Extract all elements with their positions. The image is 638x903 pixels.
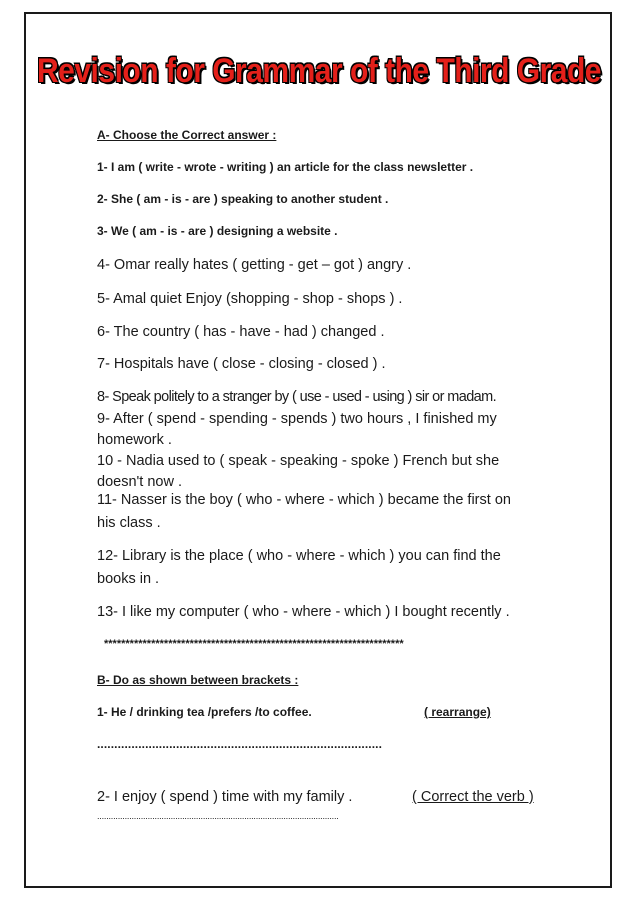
section-b-question-2-instruction: ( Correct the verb ) — [412, 789, 534, 805]
question-2: 2- She ( am - is - are ) speaking to another student . — [97, 192, 389, 206]
question-6: 6- The country ( has - have - had ) changed . — [97, 324, 385, 340]
question-9-line-2: homework . — [97, 432, 172, 448]
question-9-line-1: 9- After ( spend - spending - spends ) two hours , I finished my — [97, 411, 497, 427]
question-8: 8- Speak politely to a stranger by ( use - used - using ) sir or madam. — [97, 389, 497, 405]
question-4: 4- Omar really hates ( getting - get – got ) angry . — [97, 257, 412, 273]
section-b-question-1: 1- He / drinking tea /prefers /to coffee. — [97, 705, 312, 719]
section-a-heading: A- Choose the Correct answer : — [97, 128, 277, 142]
question-3: 3- We ( am - is - are ) designing a website . — [97, 224, 338, 238]
question-11-line-2: his class . — [97, 515, 161, 531]
section-separator: ********************************************************************** — [104, 638, 404, 650]
section-b-question-2: 2- I enjoy ( spend ) time with my family . — [97, 789, 353, 805]
worksheet-title: Revision for Grammar of the Third Grade — [37, 52, 601, 90]
question-10-line-2: doesn't now . — [97, 474, 182, 490]
section-b-heading: B- Do as shown between brackets : — [97, 673, 299, 687]
question-1: 1- I am ( write - wrote - writing ) an article for the class newsletter . — [97, 160, 474, 174]
answer-blank-1: ................................................................................... — [97, 737, 383, 751]
question-11-line-1: 11- Nasser is the boy ( who - where - which ) became the first on — [97, 492, 511, 508]
page-border — [24, 12, 612, 888]
question-13: 13- I like my computer ( who - where - which ) I bought recently . — [97, 604, 510, 620]
question-10-line-1: 10 - Nadia used to ( speak - speaking - spoke ) French but she — [97, 453, 500, 469]
answer-blank-2: ......................................................................................................... — [97, 811, 339, 821]
section-b-question-1-instruction: ( rearrange) — [424, 705, 491, 719]
question-7: 7- Hospitals have ( close - closing - closed ) . — [97, 356, 386, 372]
question-5: 5- Amal quiet Enjoy (shopping - shop - shops ) . — [97, 291, 403, 307]
question-12-line-1: 12- Library is the place ( who - where - which ) you can find the — [97, 548, 501, 564]
question-12-line-2: books in . — [97, 571, 160, 587]
